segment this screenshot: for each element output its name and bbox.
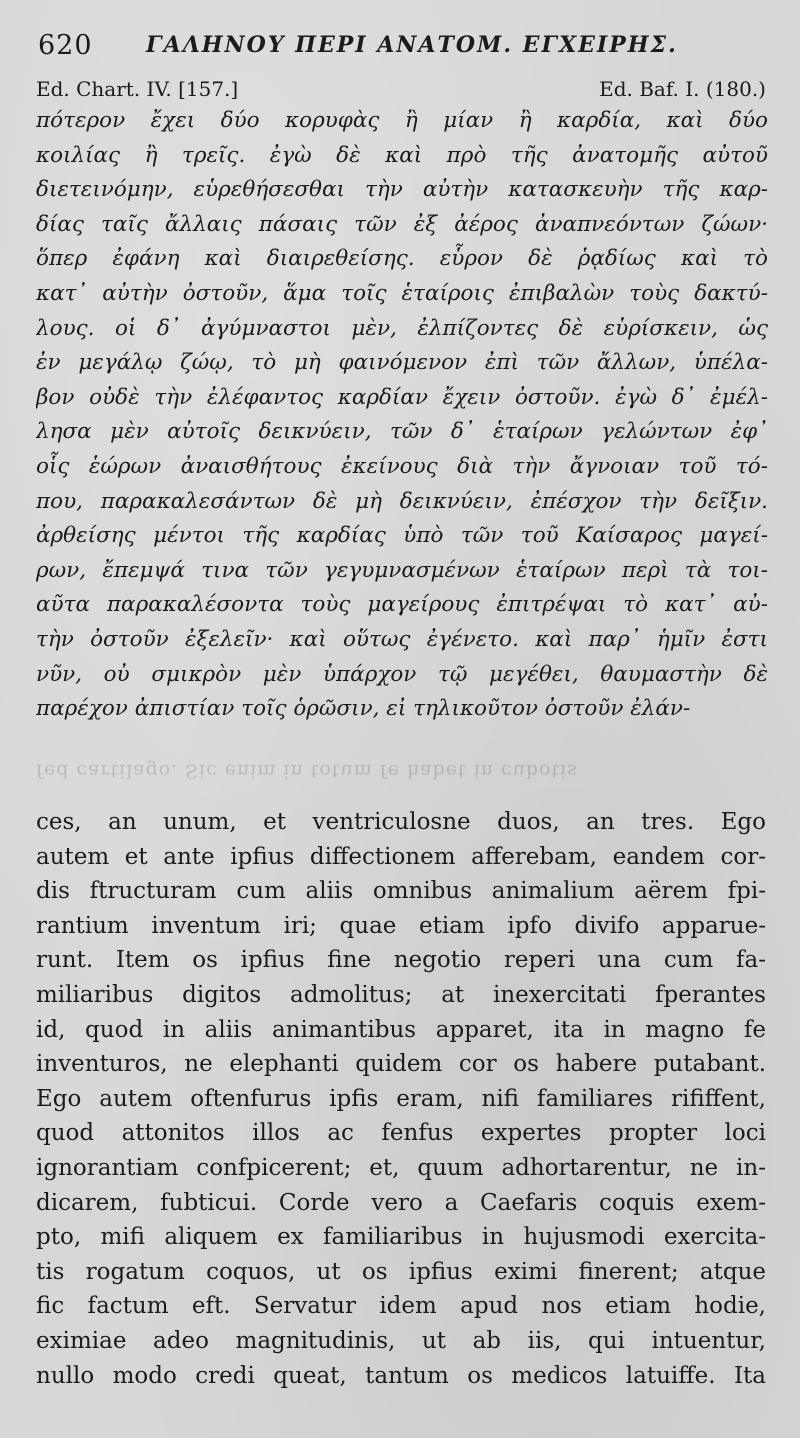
greek-text-line: νῦν, οὐ σμικρὸν μὲν ὑπάρχον τῷ μεγέθει, θαυμαστὴν δὲ [36, 661, 768, 687]
bleed-through-text: fed cartilago. Sic enim in totum fe habet in cubotis [36, 760, 578, 782]
greek-text-line: κατ᾽ αὐτὴν ὀστοῦν, ἅμα τοῖς ἑταίροις ἐπιβαλὼν τοὺς δακτύ- [36, 280, 768, 306]
latin-text-line: dicarem, fubticui. Corde vero a Caefaris coquis exem- [36, 1189, 766, 1216]
edition-basel: Ed. Baf. I. (180.) [599, 77, 766, 101]
page-header [38, 30, 778, 64]
greek-text-line: αῦτα παρακαλέσοντα τοὺς μαγείρους ἐπιτρέψαι τὸ κατ᾽ αὐ- [36, 592, 768, 618]
latin-text-line: nullo modo credi queat, tantum os medicos latuiffe. Ita [36, 1362, 766, 1389]
latin-text-line: id, quod in aliis animantibus apparet, ita in magno fe [36, 1016, 766, 1043]
greek-text-line: ρων, ἔπεμψά τινα τῶν γεγυμνασμένων ἑταίρων περὶ τὰ τοι- [36, 557, 768, 583]
latin-text-line: dis ftructuram cum aliis omnibus animalium aërem fpi- [36, 878, 766, 905]
latin-text-line: autem et ante ipfius diffectionem afferebam, eandem cor- [36, 843, 766, 870]
running-title: ΓΑΛΗΝΟΥ ΠΕΡΙ ΑΝΑΤΟΜ. ΕΓΧΕΙΡΗΣ. [146, 32, 678, 58]
latin-text-line: inventuros, ne elephanti quidem cor os habere putabant. [36, 1051, 766, 1078]
greek-text-line: διετεινόμην, εὑρεθήσεσθαι τὴν αὐτὴν κατασκευὴν τῆς καρ- [36, 177, 768, 203]
latin-text-line: ces, an unum, et ventriculosne duos, an tres. Ego [36, 809, 766, 835]
greek-text-line: λησα μὲν αὐτοῖς δεικνύειν, τῶν δ᾽ ἑταίρων γελώντων ἐφ᾽ [36, 419, 768, 445]
greek-text-line: πότερον ἔχει δύο κορυφὰς ἢ μίαν ἢ καρδία, καὶ δύο [36, 108, 768, 133]
latin-text-line: Ego autem oftenfurus ipfis eram, nifi familiares rififfent, [36, 1085, 766, 1112]
greek-text-line: κοιλίας ἢ τρεῖς. ἐγὼ δὲ καὶ πρὸ τῆς ἀνατομῆς αὐτοῦ [36, 142, 768, 168]
greek-text-line: ἐν μεγάλῳ ζώῳ, τὸ μὴ φαινόμενον ἐπὶ τῶν ἄλλων, ὑπέλα- [36, 350, 768, 376]
greek-text-line: παρέχον ἀπιστίαν τοῖς ὁρῶσιν, εἰ τηλικοῦτον ὀστοῦν ἐλάν- [36, 696, 691, 722]
latin-text-line: ignorantiam confpicerent; et, quum adhortarentur, ne in- [36, 1154, 766, 1181]
latin-text-line: miliaribus digitos admolitus; at inexercitati fperantes [36, 981, 766, 1008]
greek-text-line: δίας ταῖς ἄλλαις πάσαις τῶν ἐξ ἀέρος ἀναπνεόντων ζώων· [36, 211, 768, 237]
latin-text-line: rantium inventum iri; quae etiam ipfo divifo apparue- [36, 912, 766, 939]
greek-text-line: λους. οἱ δ᾽ ἀγύμναστοι μὲν, ἐλπίζοντες δὲ εὑρίσκειν, ὡς [36, 315, 768, 341]
greek-text-line: τὴν ὀστοῦν ἐξελεῖν· καὶ οὕτως ἐγένετο. καὶ παρ᾽ ἡμῖν ἐστι [36, 626, 768, 652]
greek-text-block [36, 104, 768, 727]
latin-text-block [36, 805, 766, 1393]
greek-text-line: ἀρθείσης μέντοι τῆς καρδίας ὑπὸ τῶν τοῦ Καίσαρος μαγεί- [36, 523, 768, 549]
greek-text-line: ὅπερ ἐφάνη καὶ διαιρεθείσης. εὗρον δὲ ῥᾳδίως καὶ τὸ [36, 246, 768, 272]
latin-text-line: eximiae adeo magnitudinis, ut ab iis, qui intuentur, [36, 1327, 766, 1354]
latin-text-line: quod attonitos illos ac fenfus expertes propter loci [36, 1120, 766, 1147]
page-number: 620 [38, 30, 93, 61]
edition-references [36, 77, 766, 105]
latin-text-line: fic factum eft. Servatur idem apud nos etiam hodie, [36, 1293, 766, 1320]
greek-text-line: οἷς ἑώρων ἀναισθήτους ἐκείνους διὰ τὴν ἄγνοιαν τοῦ τό- [36, 453, 768, 479]
latin-text-line: runt. Item os ipfius fine negotio reperi una cum fa- [36, 947, 766, 974]
greek-text-line: που, παρακαλεσάντων δὲ μὴ δεικνύειν, ἐπέσχον τὴν δεῖξιν. [36, 488, 768, 514]
greek-text-line: βον οὐδὲ τὴν ἐλέφαντος καρδίαν ἔχειν ὀστοῦν. ἐγὼ δ᾽ ἐμέλ- [36, 384, 768, 410]
latin-text-line: tis rogatum coquos, ut os ipfius eximi finerent; atque [36, 1258, 766, 1285]
edition-chartier: Ed. Chart. IV. [157.] [36, 77, 239, 101]
latin-text-line: pto, mifi aliquem ex familiaribus in hujusmodi exercita- [36, 1224, 766, 1251]
